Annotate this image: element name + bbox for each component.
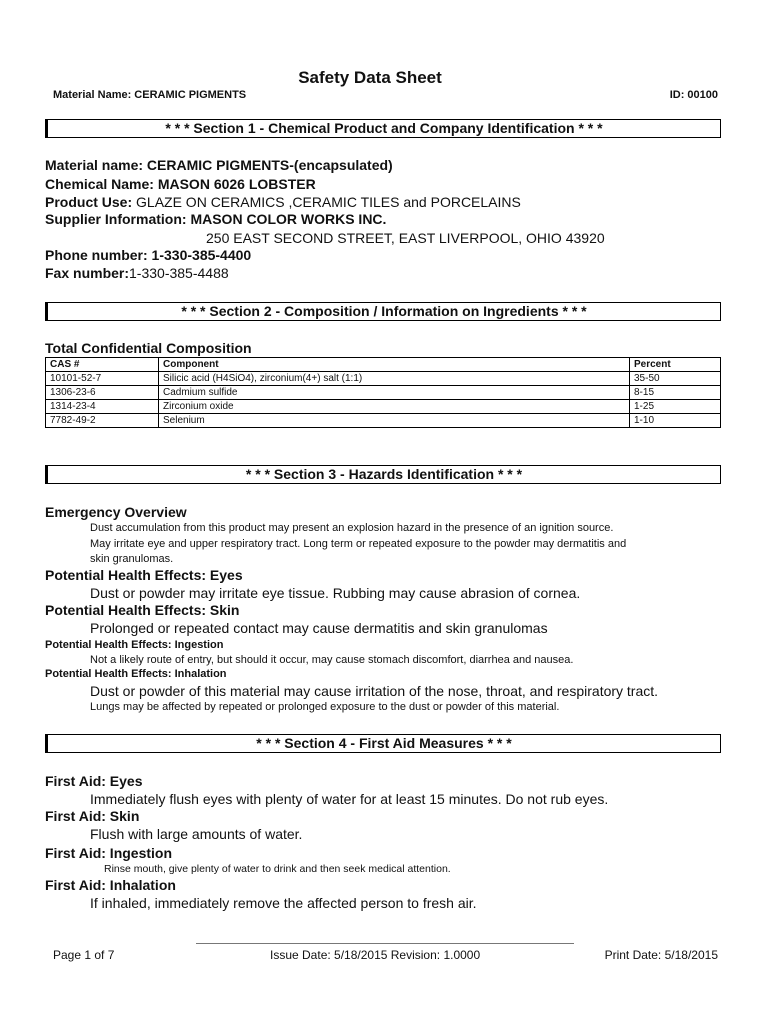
composition-subheading: Total Confidential Composition: [45, 340, 252, 356]
health-effects-inhalation-heading: Potential Health Effects: Inhalation: [45, 668, 227, 680]
table-row: [46, 372, 721, 386]
section-2-title: * * * Section 2 - Composition / Information on Ingredients * * *: [181, 303, 587, 319]
percent-cell: 8-15: [630, 386, 721, 400]
table-row: [46, 400, 721, 414]
print-date: Print Date: 5/18/2015: [604, 948, 718, 962]
health-effects-eyes-heading: Potential Health Effects: Eyes: [45, 567, 243, 583]
component-cell: Silicic acid (H4SiO4), zirconium(4+) salt (1:1): [159, 372, 630, 386]
column-header-cas: CAS #: [46, 358, 159, 372]
health-effects-ingestion-heading: Potential Health Effects: Ingestion: [45, 639, 224, 651]
section-1-title: * * * Section 1 - Chemical Product and Company Identification * * *: [165, 120, 603, 136]
column-header-component: Component: [159, 358, 630, 372]
cas-cell: 1306-23-6: [46, 386, 159, 400]
health-effects-inhalation-text: Dust or powder of this material may cause irritation of the nose, throat, and respiratory tract.: [90, 683, 659, 699]
first-aid-inhalation-heading: First Aid: Inhalation: [45, 877, 176, 893]
first-aid-eyes-text: Immediately flush eyes with plenty of water for at least 15 minutes. Do not rub eyes.: [90, 791, 609, 807]
section-1-header: [45, 119, 721, 138]
component-cell: Zirconium oxide: [159, 400, 630, 414]
first-aid-ingestion-text: Rinse mouth, give plenty of water to drink and then seek medical attention.: [104, 863, 451, 875]
section-3-title: * * * Section 3 - Hazards Identification * * *: [245, 466, 523, 482]
table-row: [46, 386, 721, 400]
ingredients-table: [45, 357, 721, 428]
chemical-name: Chemical Name: MASON 6026 LOBSTER: [45, 176, 316, 192]
section-4-header: [45, 734, 721, 753]
column-header-percent: Percent: [630, 358, 721, 372]
fax-label: Fax number:: [45, 265, 130, 281]
cas-cell: 10101-52-7: [46, 372, 159, 386]
document-id: ID: 00100: [669, 89, 718, 101]
cas-cell: 7782-49-2: [46, 414, 159, 428]
material-name-header: Material Name: CERAMIC PIGMENTS: [53, 89, 247, 101]
supplier-information: Supplier Information: MASON COLOR WORKS INC.: [45, 211, 387, 227]
section-2-header: [45, 302, 721, 321]
material-name: Material name: CERAMIC PIGMENTS-(encapsulated): [45, 157, 393, 173]
percent-cell: 1-10: [630, 414, 721, 428]
supplier-address: 250 EAST SECOND STREET, EAST LIVERPOOL, OHIO 43920: [206, 230, 605, 246]
table-row: [46, 414, 721, 428]
health-effects-inhalation-note: Lungs may be affected by repeated or prolonged exposure to the dust or powder of this material.: [90, 701, 560, 713]
product-use: [45, 194, 521, 210]
cas-cell: 1314-23-4: [46, 400, 159, 414]
first-aid-skin-text: Flush with large amounts of water.: [90, 826, 303, 842]
component-cell: Cadmium sulfide: [159, 386, 630, 400]
emergency-overview-line-2: May irritate eye and upper respiratory tract. Long term or repeated exposure to the powder may dermatitis and: [90, 538, 627, 550]
health-effects-ingestion-text: Not a likely route of entry, but should it occur, may cause stomach discomfort, diarrhea and nausea.: [90, 654, 574, 666]
first-aid-inhalation-text: If inhaled, immediately remove the affected person to fresh air.: [90, 895, 477, 911]
footer-divider: [196, 943, 574, 944]
health-effects-eyes-text: Dust or powder may irritate eye tissue. Rubbing may cause abrasion of cornea.: [90, 585, 581, 601]
first-aid-skin-heading: First Aid: Skin: [45, 808, 140, 824]
first-aid-eyes-heading: First Aid: Eyes: [45, 773, 143, 789]
product-use-label: Product Use:: [45, 194, 133, 210]
table-header-row: [46, 358, 721, 372]
percent-cell: 1-25: [630, 400, 721, 414]
issue-revision: Issue Date: 5/18/2015 Revision: 1.0000: [270, 948, 481, 962]
first-aid-ingestion-heading: First Aid: Ingestion: [45, 845, 173, 861]
fax-number: [45, 265, 229, 281]
percent-cell: 35-50: [630, 372, 721, 386]
section-3-header: [45, 465, 721, 484]
emergency-overview-line-1: Dust accumulation from this product may present an explosion hazard in the presence of an ignition source.: [90, 522, 614, 534]
page-number: Page 1 of 7: [53, 948, 115, 962]
emergency-overview-line-3: skin granulomas.: [90, 553, 174, 565]
product-use-value: GLAZE ON CERAMICS ,CERAMIC TILES and PORCELAINS: [136, 194, 521, 210]
component-cell: Selenium: [159, 414, 630, 428]
health-effects-skin-text: Prolonged or repeated contact may cause dermatitis and skin granulomas: [90, 620, 548, 636]
phone-number: Phone number: 1-330-385-4400: [45, 247, 252, 263]
page-title: Safety Data Sheet: [298, 68, 442, 87]
section-4-title: * * * Section 4 - First Aid Measures * * *: [256, 735, 512, 751]
fax-value: 1-330-385-4488: [129, 265, 229, 281]
health-effects-skin-heading: Potential Health Effects: Skin: [45, 602, 240, 618]
emergency-overview-heading: Emergency Overview: [45, 504, 187, 520]
